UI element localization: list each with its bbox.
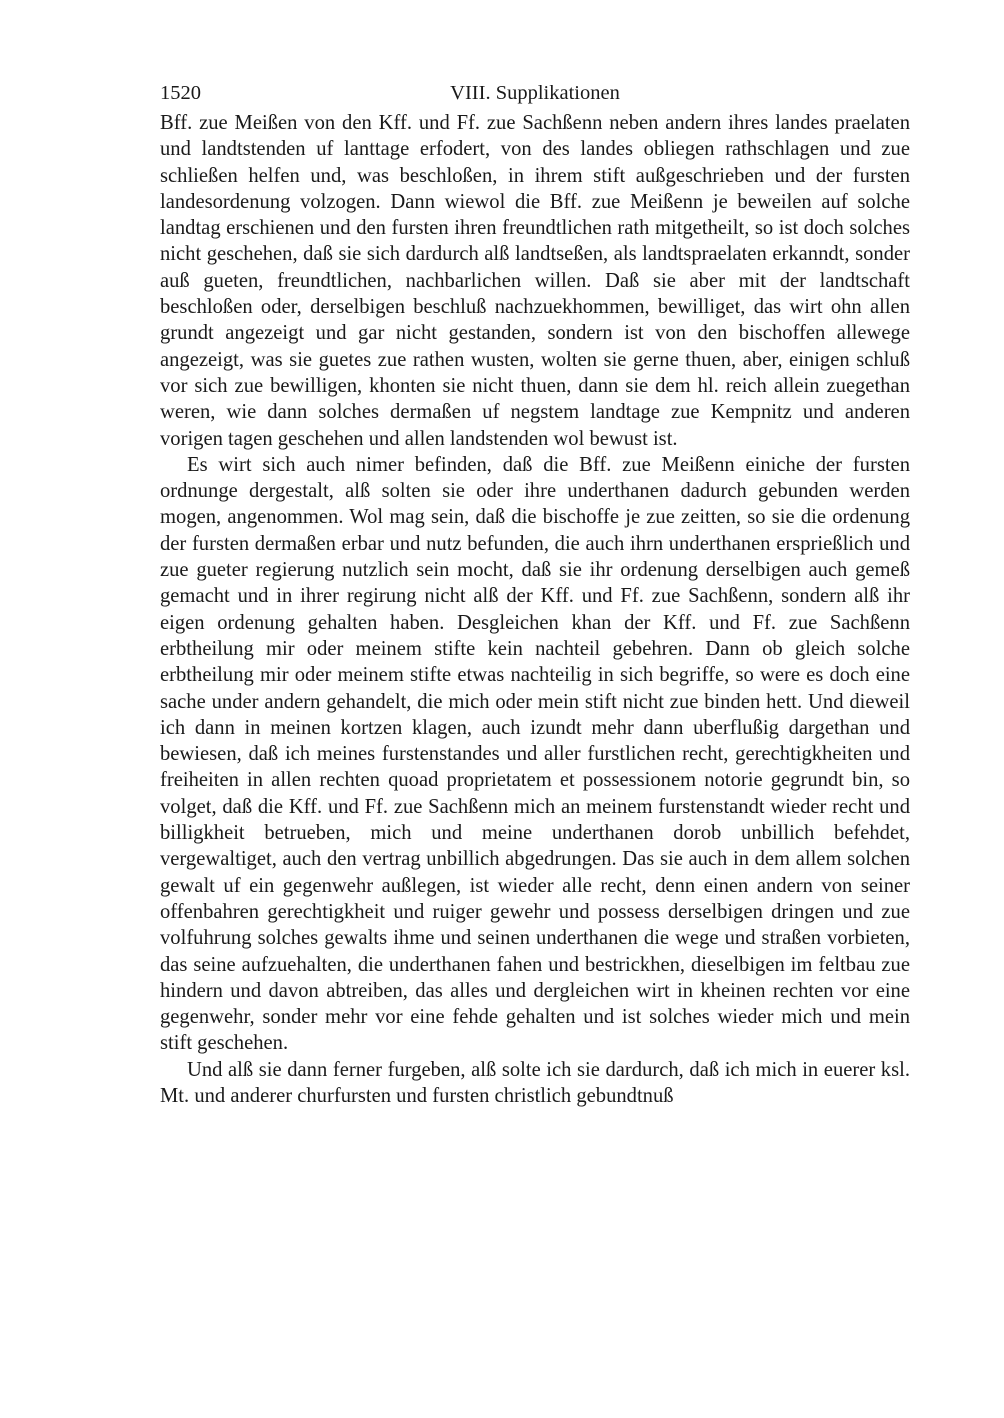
document-page — [160, 80, 910, 1109]
paragraph-continued: Bff. zue Meißen von den Kff. und Ff. zue Sachßenn neben andern ihres landes praelaten und landtstenden uf lanttage erfodert, von des landes obliegen rathschlagen und zue schließen helfen und, was beschloßen, in ihrem stift außgeschrieben und der fursten landesordenung volzogen. Dann wiewol die Bff. zue Meißenn je beweilen auf solche landtag erschienen und den fursten ihren freundtlichen rath mitgetheilt, so ist doch solches nicht geschehen, daß sie sich dardurch alß landtseßen, als landtspraelaten erkanndt, sonder auß gueten, freundtlichen, nachbarlichen willen. Daß sie aber mit der landtschaft beschloßen oder, derselbigen beschluß nachzuekhommen, bewilliget, das wirt ohn allen grundt angezeigt und gar nicht gestanden, sondern ist von den bischoffen allewege angezeigt, was sie guetes zue rathen wusten, wolten sie gerne thuen, aber, einigen schluß vor sich zue bewilligen, khonten sie nicht thuen, dann sie dem hl. reich allein zuegethan weren, wie dann solches dermaßen uf negstem landtage zue Kempnitz und anderen vorigen tagen geschehen und allen landstenden wol bewust ist. — [160, 112, 910, 450]
page-number: 1520 — [160, 82, 201, 104]
running-title: VIII. Supplikationen — [450, 82, 620, 104]
page-header — [160, 80, 910, 110]
paragraph: Es wirt sich auch nimer befinden, daß die Bff. zue Meißenn einiche der fursten ordnunge dergestalt, alß solten sie oder ihre underthanen dadurch gebunden werden mogen, angenommen. Wol mag sein, daß die bischoffe je zue zeitten, so sie die ordenung der fursten dermaßen erbar und nutz befunden, die auch ihrn underthanen ersprießlich und zue gueter regierung nutzlich sein mocht, daß sie ihr ordenung derselbigen auch gemeß gemacht und in ihrer regirung nicht alß der Kff. und Ff. zue Sachßenn, sondern alß ihr eigen ordenung gehalten haben. Desgleichen khan der Kff. und Ff. zue Sachßenn erbtheilung mir oder meinem stifte kein nachteil gebehren. Dann ob gleich solche erbtheilung mir oder meinem stifte etwas nachteilig in sich begriffe, so were es doch eine sache under andern gehandelt, die mich oder mein stift nicht zue binden hett. Und dieweil ich dann in meinen kortzen klagen, auch izundt mehr dann uberflußig dargethan und bewiesen, daß ich meines furstenstandes und aller furstlichen recht, gerechtigkheiten und freiheiten in allen rechten quoad proprietatem et possessionem notorie gegrundt bin, so volget, daß die Kff. und Ff. zue Sachßenn mich an meinem furstenstandt wieder recht und billigkheit betrueben, mich und meine underthanen dorob unbillich befehdet, vergewaltiget, auch den vertrag unbillich abgedrungen. Das sie auch in dem allem solchen gewalt uf ein gegenwehr außlegen, ist wieder alle recht, denn einen andern von seiner offenbahren gerechtigkheit und ruiger gewehr und possess derselbigen dringen und zue volfuhrung solches gewalts ihme und seinen underthanen die wege und straßen vorbieten, das seine aufzuehalten, die underthanen fahen und bestrickhen, dieselbigen im feltbau zue hindern und davon abtreiben, das alles und dergleichen wirt in kheinen rechten vor eine gegenwehr, sonder mehr vor eine fehde gehalten und ist solches wieder mich und mein stift geschehen. — [160, 453, 910, 1055]
paragraph: Und alß sie dann ferner furgeben, alß solte ich sie dardurch, daß ich mich in euerer ksl. Mt. und anderer churfursten und fursten christlich gebundtnuß — [160, 1058, 910, 1107]
body-text — [160, 110, 910, 1109]
